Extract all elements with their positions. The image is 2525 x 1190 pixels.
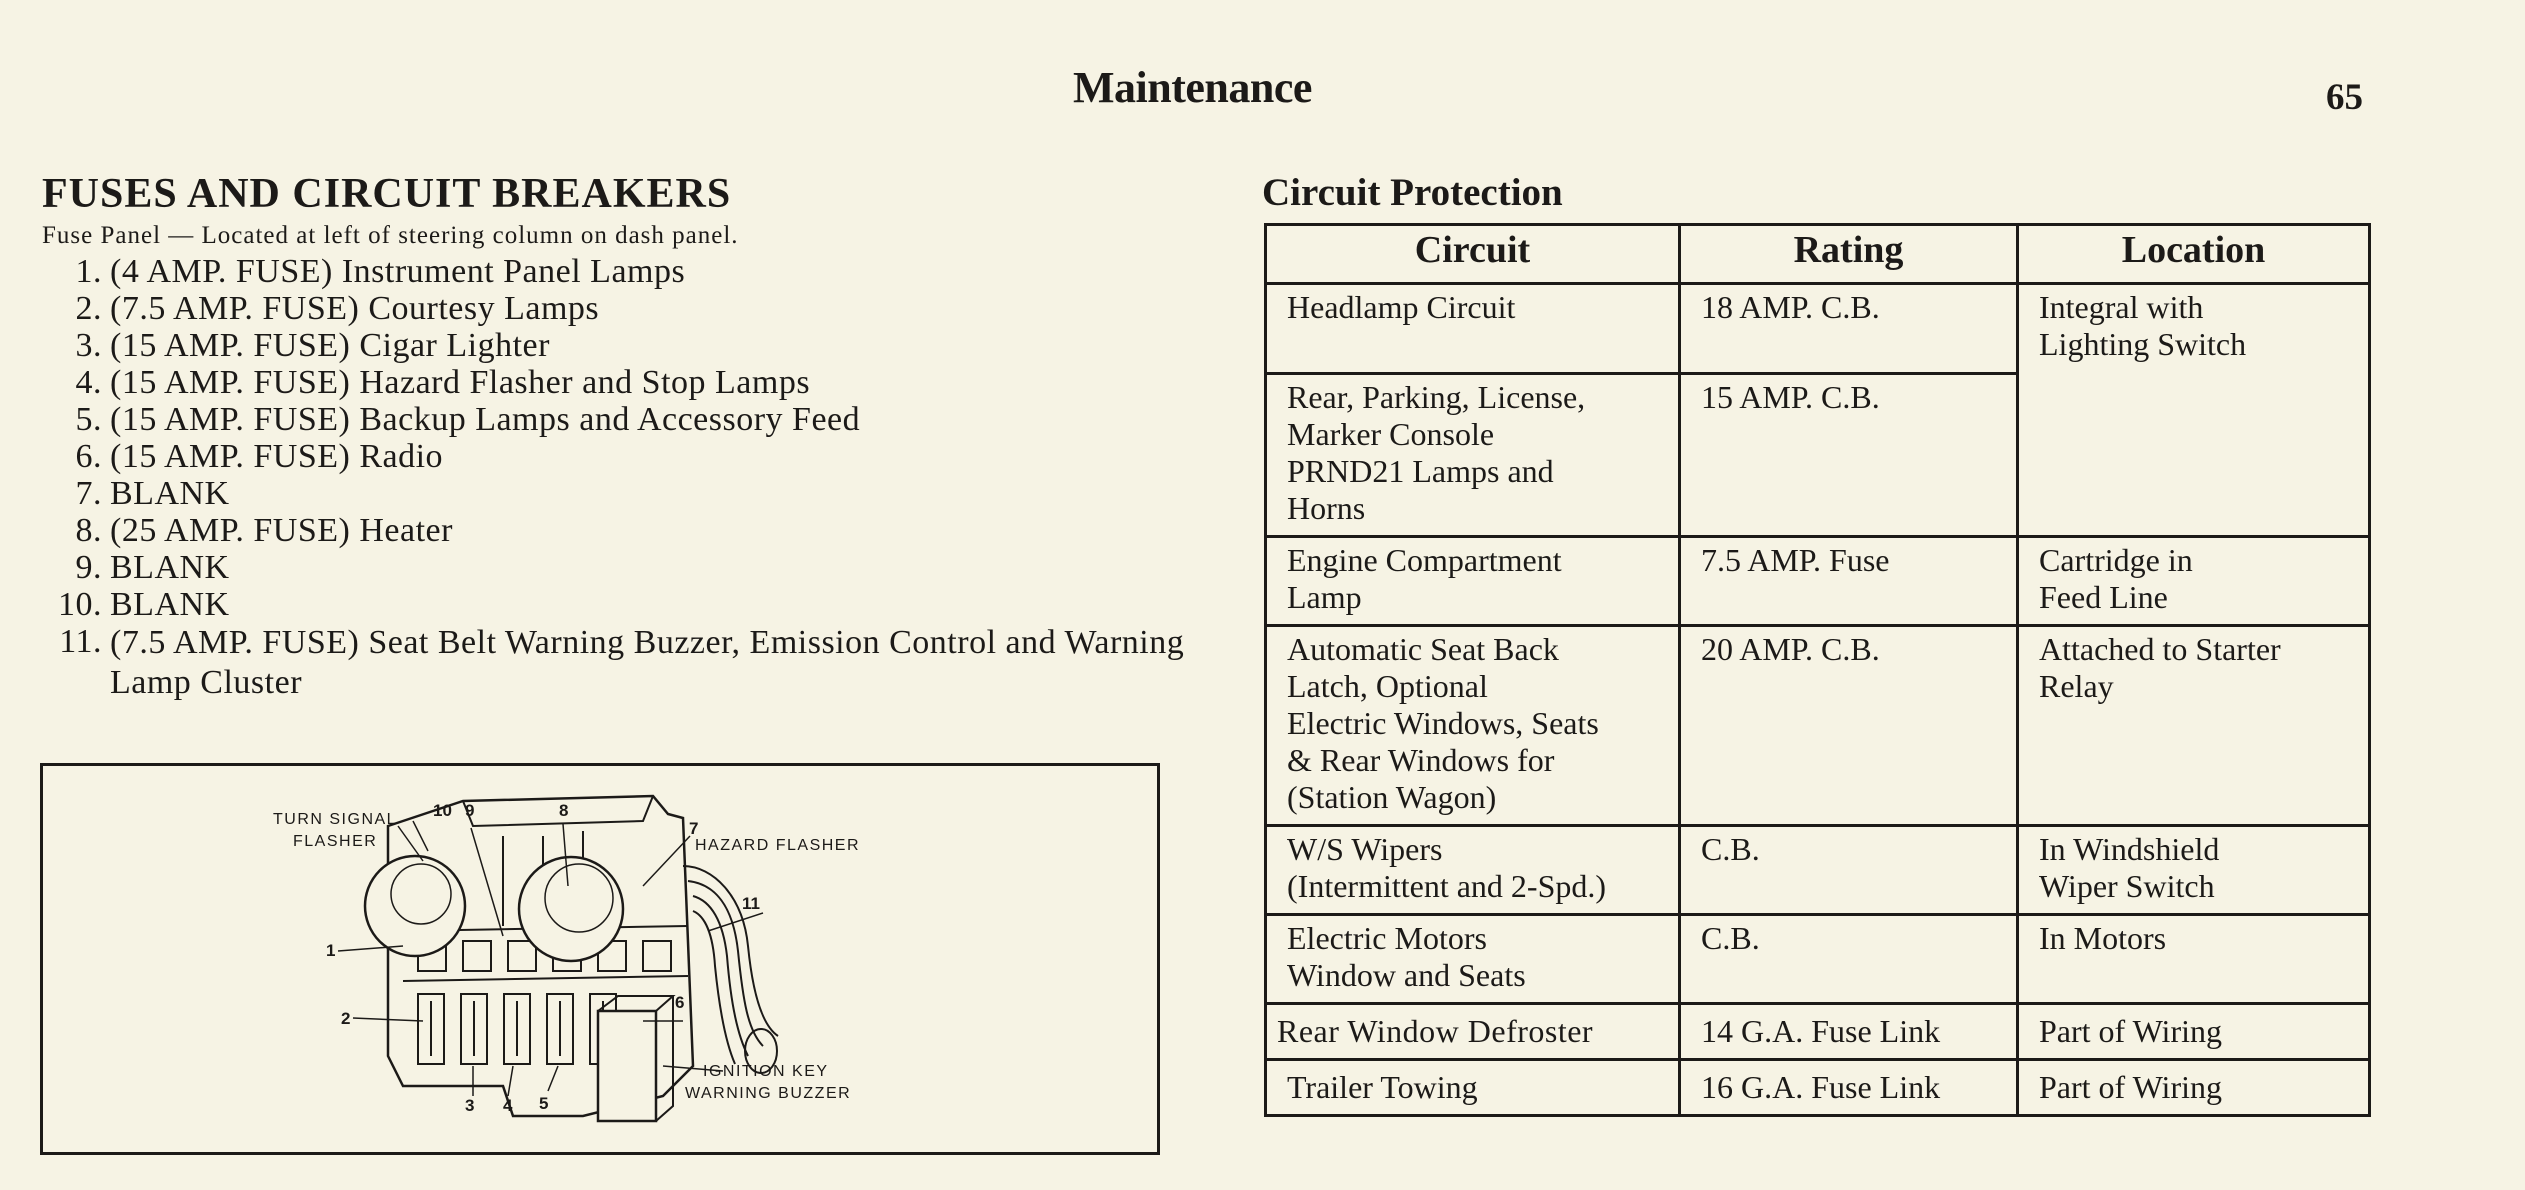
location-line: Part of Wiring xyxy=(2039,1013,2222,1049)
table-row xyxy=(1266,915,2370,1004)
fuse-description: (7.5 AMP. FUSE) Courtesy Lamps xyxy=(110,290,600,327)
hazard-flasher xyxy=(519,857,623,961)
circuit-line: Lamp xyxy=(1287,579,1362,615)
fuse-number: 2. xyxy=(75,290,102,327)
rating-cell: C.B. xyxy=(1680,826,2018,915)
circuit-line: Electric Motors xyxy=(1287,920,1487,956)
label-ignition-key: IGNITION KEY xyxy=(703,1063,829,1080)
column-header-rating: Rating xyxy=(1680,225,2018,284)
location-line: Cartridge in xyxy=(2039,542,2193,578)
fuse-item xyxy=(42,401,1192,438)
location-cell xyxy=(2018,284,2370,537)
fuse-description: (15 AMP. FUSE) Hazard Flasher and Stop Lamps xyxy=(110,364,811,401)
fuse-number: 8. xyxy=(75,512,102,549)
circuit-line: & Rear Windows for xyxy=(1287,742,1555,778)
turn-signal-flasher xyxy=(365,856,465,956)
fuse-description: (15 AMP. FUSE) Cigar Lighter xyxy=(110,327,550,364)
location-cell xyxy=(2018,537,2370,626)
callout-number: 6 xyxy=(675,993,685,1012)
fuse-item xyxy=(42,512,1192,549)
fuse-item xyxy=(42,623,1192,703)
location-line: Wiper Switch xyxy=(2039,868,2215,904)
callout-number: 11 xyxy=(742,894,760,913)
rating-cell: 20 AMP. C.B. xyxy=(1680,626,2018,826)
fuse-panel-subtitle: Fuse Panel — Located at left of steering column on dash panel. xyxy=(42,222,739,249)
rating-cell: 16 G.A. Fuse Link xyxy=(1680,1060,2018,1116)
circuit-line: (Intermittent and 2-Spd.) xyxy=(1287,868,1607,904)
location-cell xyxy=(2018,626,2370,826)
circuit-cell xyxy=(1266,374,1680,537)
label-warning-buzzer: WARNING BUZZER xyxy=(685,1085,852,1102)
fuse-number: 3. xyxy=(75,327,102,364)
table-row xyxy=(1266,826,2370,915)
fuse-list xyxy=(42,253,1192,703)
callout-number: 8 xyxy=(559,801,569,820)
page-title: Maintenance xyxy=(1073,63,1312,112)
table-header-row xyxy=(1266,225,2370,284)
label-hazard-flasher: HAZARD FLASHER xyxy=(695,837,861,854)
circuit-protection-table xyxy=(1264,223,2371,1117)
fuse-item xyxy=(42,253,1192,290)
ignition-warning-buzzer xyxy=(598,996,673,1121)
circuit-line: Marker Console xyxy=(1287,416,1495,452)
circuit-line: (Station Wagon) xyxy=(1287,779,1497,815)
fuses-heading: FUSES AND CIRCUIT BREAKERS xyxy=(42,171,732,217)
location-line: Attached to Starter xyxy=(2039,631,2281,667)
fuse-item xyxy=(42,475,1192,512)
location-cell xyxy=(2018,1060,2370,1116)
fuse-number: 5. xyxy=(75,401,102,438)
table-row xyxy=(1266,1004,2370,1060)
fuse-number: 1. xyxy=(75,253,102,290)
circuit-line: Engine Compartment xyxy=(1287,542,1562,578)
fuse-item xyxy=(42,549,1192,586)
callout-number: 7 xyxy=(689,819,699,838)
fuse-number: 7. xyxy=(75,475,102,512)
column-header-location: Location xyxy=(2018,225,2370,284)
rating-cell: 7.5 AMP. Fuse xyxy=(1680,537,2018,626)
fuse-panel-illustration xyxy=(43,766,1157,1152)
fuse-description: BLANK xyxy=(110,586,230,623)
circuit-cell xyxy=(1266,626,1680,826)
page-number: 65 xyxy=(2326,77,2363,118)
circuit-line: Horns xyxy=(1287,490,1366,526)
location-line: In Windshield xyxy=(2039,831,2220,867)
rating-cell: 18 AMP. C.B. xyxy=(1680,284,2018,374)
table-row xyxy=(1266,1060,2370,1116)
circuit-line: Rear Window Defroster xyxy=(1277,1013,1594,1049)
fuse-panel-diagram xyxy=(40,763,1160,1155)
rating-cell: 14 G.A. Fuse Link xyxy=(1680,1004,2018,1060)
column-header-circuit: Circuit xyxy=(1266,225,1680,284)
circuit-line: Rear, Parking, License, xyxy=(1287,379,1586,415)
location-line: Integral with xyxy=(2039,289,2204,325)
fuse-description: (25 AMP. FUSE) Heater xyxy=(110,512,453,549)
table-row xyxy=(1266,626,2370,826)
location-cell xyxy=(2018,915,2370,1004)
callout-number: 1 xyxy=(326,941,336,960)
callout-number: 10 xyxy=(433,801,452,820)
circuit-cell xyxy=(1266,915,1680,1004)
rating-cell: 15 AMP. C.B. xyxy=(1680,374,2018,537)
location-line: In Motors xyxy=(2039,920,2167,956)
fuse-number: 11. xyxy=(59,623,102,660)
circuit-cell xyxy=(1266,826,1680,915)
circuit-cell xyxy=(1266,284,1680,374)
circuit-line: Window and Seats xyxy=(1287,957,1526,993)
circuit-protection-heading: Circuit Protection xyxy=(1262,171,1563,214)
fuse-description: (15 AMP. FUSE) Backup Lamps and Accessory Feed xyxy=(110,401,861,438)
fuse-item xyxy=(42,438,1192,475)
fuse-number: 10. xyxy=(58,586,102,623)
label-turn-signal: TURN SIGNAL xyxy=(273,811,398,828)
circuit-line: Trailer Towing xyxy=(1287,1069,1478,1105)
wiring-harness xyxy=(683,866,778,1073)
circuit-line: Headlamp Circuit xyxy=(1287,289,1516,325)
location-line: Feed Line xyxy=(2039,579,2168,615)
table-row xyxy=(1266,537,2370,626)
location-line: Lighting Switch xyxy=(2039,326,2247,362)
fuse-number: 4. xyxy=(75,364,102,401)
fuse-number: 9. xyxy=(75,549,102,586)
circuit-cell xyxy=(1266,1060,1680,1116)
rating-cell: C.B. xyxy=(1680,915,2018,1004)
callout-number: 4 xyxy=(503,1096,513,1115)
callout-number: 9 xyxy=(465,801,475,820)
circuit-line: Latch, Optional xyxy=(1287,668,1488,704)
fuse-item xyxy=(42,290,1192,327)
circuit-cell xyxy=(1266,537,1680,626)
fuse-item xyxy=(42,586,1192,623)
circuit-line: W/S Wipers xyxy=(1287,831,1443,867)
fuse-description: (4 AMP. FUSE) Instrument Panel Lamps xyxy=(110,253,686,290)
circuit-cell xyxy=(1266,1004,1680,1060)
fuse-description: (15 AMP. FUSE) Radio xyxy=(110,438,444,475)
circuit-line: PRND21 Lamps and xyxy=(1287,453,1554,489)
table-row xyxy=(1266,284,2370,374)
label-flasher: FLASHER xyxy=(293,833,378,850)
callout-number: 5 xyxy=(539,1094,549,1113)
fuse-number: 6. xyxy=(75,438,102,475)
location-cell xyxy=(2018,1004,2370,1060)
location-line: Part of Wiring xyxy=(2039,1069,2222,1105)
fuse-description: BLANK xyxy=(110,475,230,512)
fuse-description: (7.5 AMP. FUSE) Seat Belt Warning Buzzer, Emission Control and Warning Lamp Cluster xyxy=(110,624,1185,701)
circuit-line: Automatic Seat Back xyxy=(1287,631,1559,667)
location-line: Relay xyxy=(2039,668,2114,704)
circuit-line: Electric Windows, Seats xyxy=(1287,705,1599,741)
fuse-item xyxy=(42,327,1192,364)
callout-number: 3 xyxy=(465,1096,475,1115)
location-cell xyxy=(2018,826,2370,915)
callout-number: 2 xyxy=(341,1009,351,1028)
fuse-item xyxy=(42,364,1192,401)
fuse-description: BLANK xyxy=(110,549,230,586)
